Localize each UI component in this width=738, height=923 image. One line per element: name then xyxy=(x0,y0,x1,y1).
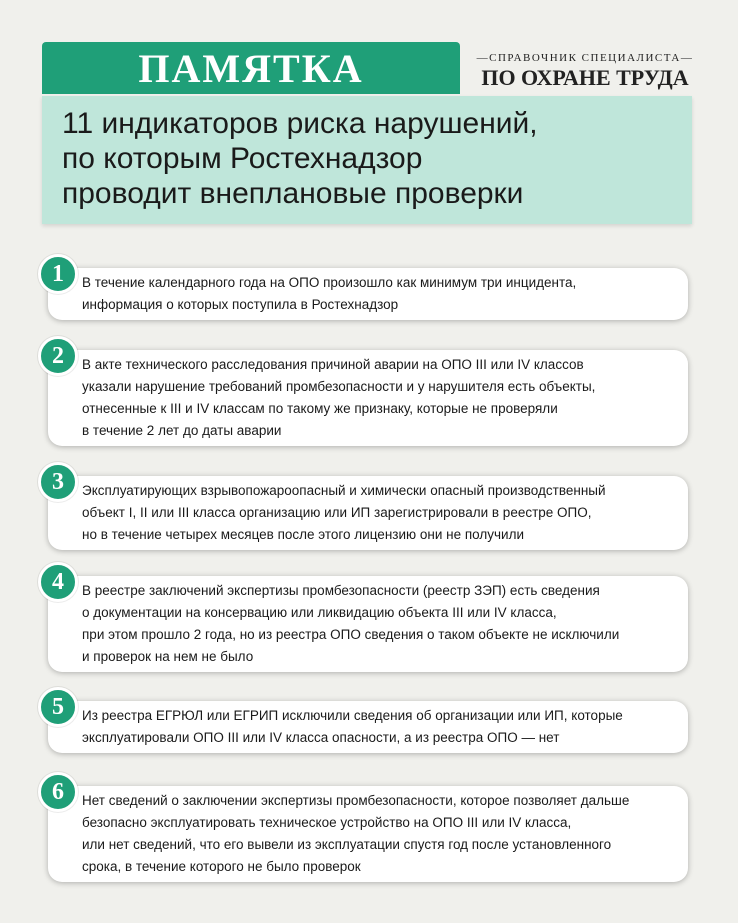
item-line: при этом прошло 2 года, но из реестра ОПО сведения о таком объекте не исключили xyxy=(82,627,620,642)
indicator-item xyxy=(48,569,688,672)
item-text xyxy=(48,268,688,316)
indicator-item xyxy=(48,694,688,753)
item-line: в течение 2 лет до даты аварии xyxy=(82,423,282,438)
indicator-item xyxy=(48,343,688,446)
item-line: отнесенные к III и IV классам по такому же признаку, которые не проверяли xyxy=(82,401,558,416)
item-number-badge: 5 xyxy=(38,687,78,727)
item-line: о документации на консервацию или ликвидацию объекта III или IV класса, xyxy=(82,605,557,620)
brand-tagline: —СПРАВОЧНИК СПЕЦИАЛИСТА— xyxy=(476,52,694,64)
indicator-item xyxy=(48,779,688,882)
subtitle-line: проводит внеплановые проверки xyxy=(62,177,524,210)
item-line: объект I, II или III класса организацию или ИП зарегистрировали в реестре ОПО, xyxy=(82,505,592,520)
item-line: Нет сведений о заключении экспертизы промбезопасности, которое позволяет дальше xyxy=(82,793,630,808)
item-line: В течение календарного года на ОПО произошло как минимум три инцидента, xyxy=(82,275,577,290)
item-line: срока, в течение которого не было проверок xyxy=(82,859,361,874)
item-text xyxy=(48,701,688,749)
item-line: Из реестра ЕГРЮЛ или ЕГРИП исключили сведения об организации или ИП, которые xyxy=(82,708,623,723)
item-text xyxy=(48,786,688,878)
subtitle-box xyxy=(42,96,692,224)
item-number-badge: 3 xyxy=(38,462,78,502)
header-banner xyxy=(42,42,460,94)
item-line: безопасно эксплуатировать техническое устройство на ОПО III или IV класса, xyxy=(82,815,572,830)
memo-title: ПАМЯТКА xyxy=(138,45,364,91)
item-line: указали нарушение требований промбезопасности и у нарушителя есть объекты, xyxy=(82,379,596,394)
subtitle-line: 11 индикаторов риска нарушений, xyxy=(62,107,538,140)
item-line: Эксплуатирующих взрывопожароопасный и химически опасный производственный xyxy=(82,483,606,498)
item-text xyxy=(48,576,688,668)
item-number-badge: 2 xyxy=(38,336,78,376)
item-text xyxy=(48,350,688,442)
indicator-item xyxy=(48,469,688,550)
brand-logo xyxy=(474,52,696,91)
item-line: В реестре заключений экспертизы промбезопасности (реестр ЗЭП) есть сведения xyxy=(82,583,600,598)
item-number-badge: 6 xyxy=(38,772,78,812)
item-line: информация о которых поступила в Ростехнадзор xyxy=(82,297,399,312)
item-number-badge: 1 xyxy=(38,254,78,294)
brand-name: ПО ОХРАНЕ ТРУДА xyxy=(481,65,689,90)
item-line: или нет сведений, что его вывели из эксплуатации спустя год после установленного xyxy=(82,837,612,852)
item-line: эксплуатировали ОПО III или IV класса опасности, а из реестра ОПО — нет xyxy=(82,730,560,745)
page-subtitle xyxy=(62,106,682,211)
item-number-badge: 4 xyxy=(38,562,78,602)
item-line: и проверок на нем не было xyxy=(82,649,254,664)
item-line: В акте технического расследования причиной аварии на ОПО III или IV классов xyxy=(82,357,584,372)
item-text xyxy=(48,476,688,546)
subtitle-line: по которым Ростехнадзор xyxy=(62,142,423,175)
indicator-item xyxy=(48,261,688,320)
item-line: но в течение четырех месяцев после этого лицензию они не получили xyxy=(82,527,524,542)
